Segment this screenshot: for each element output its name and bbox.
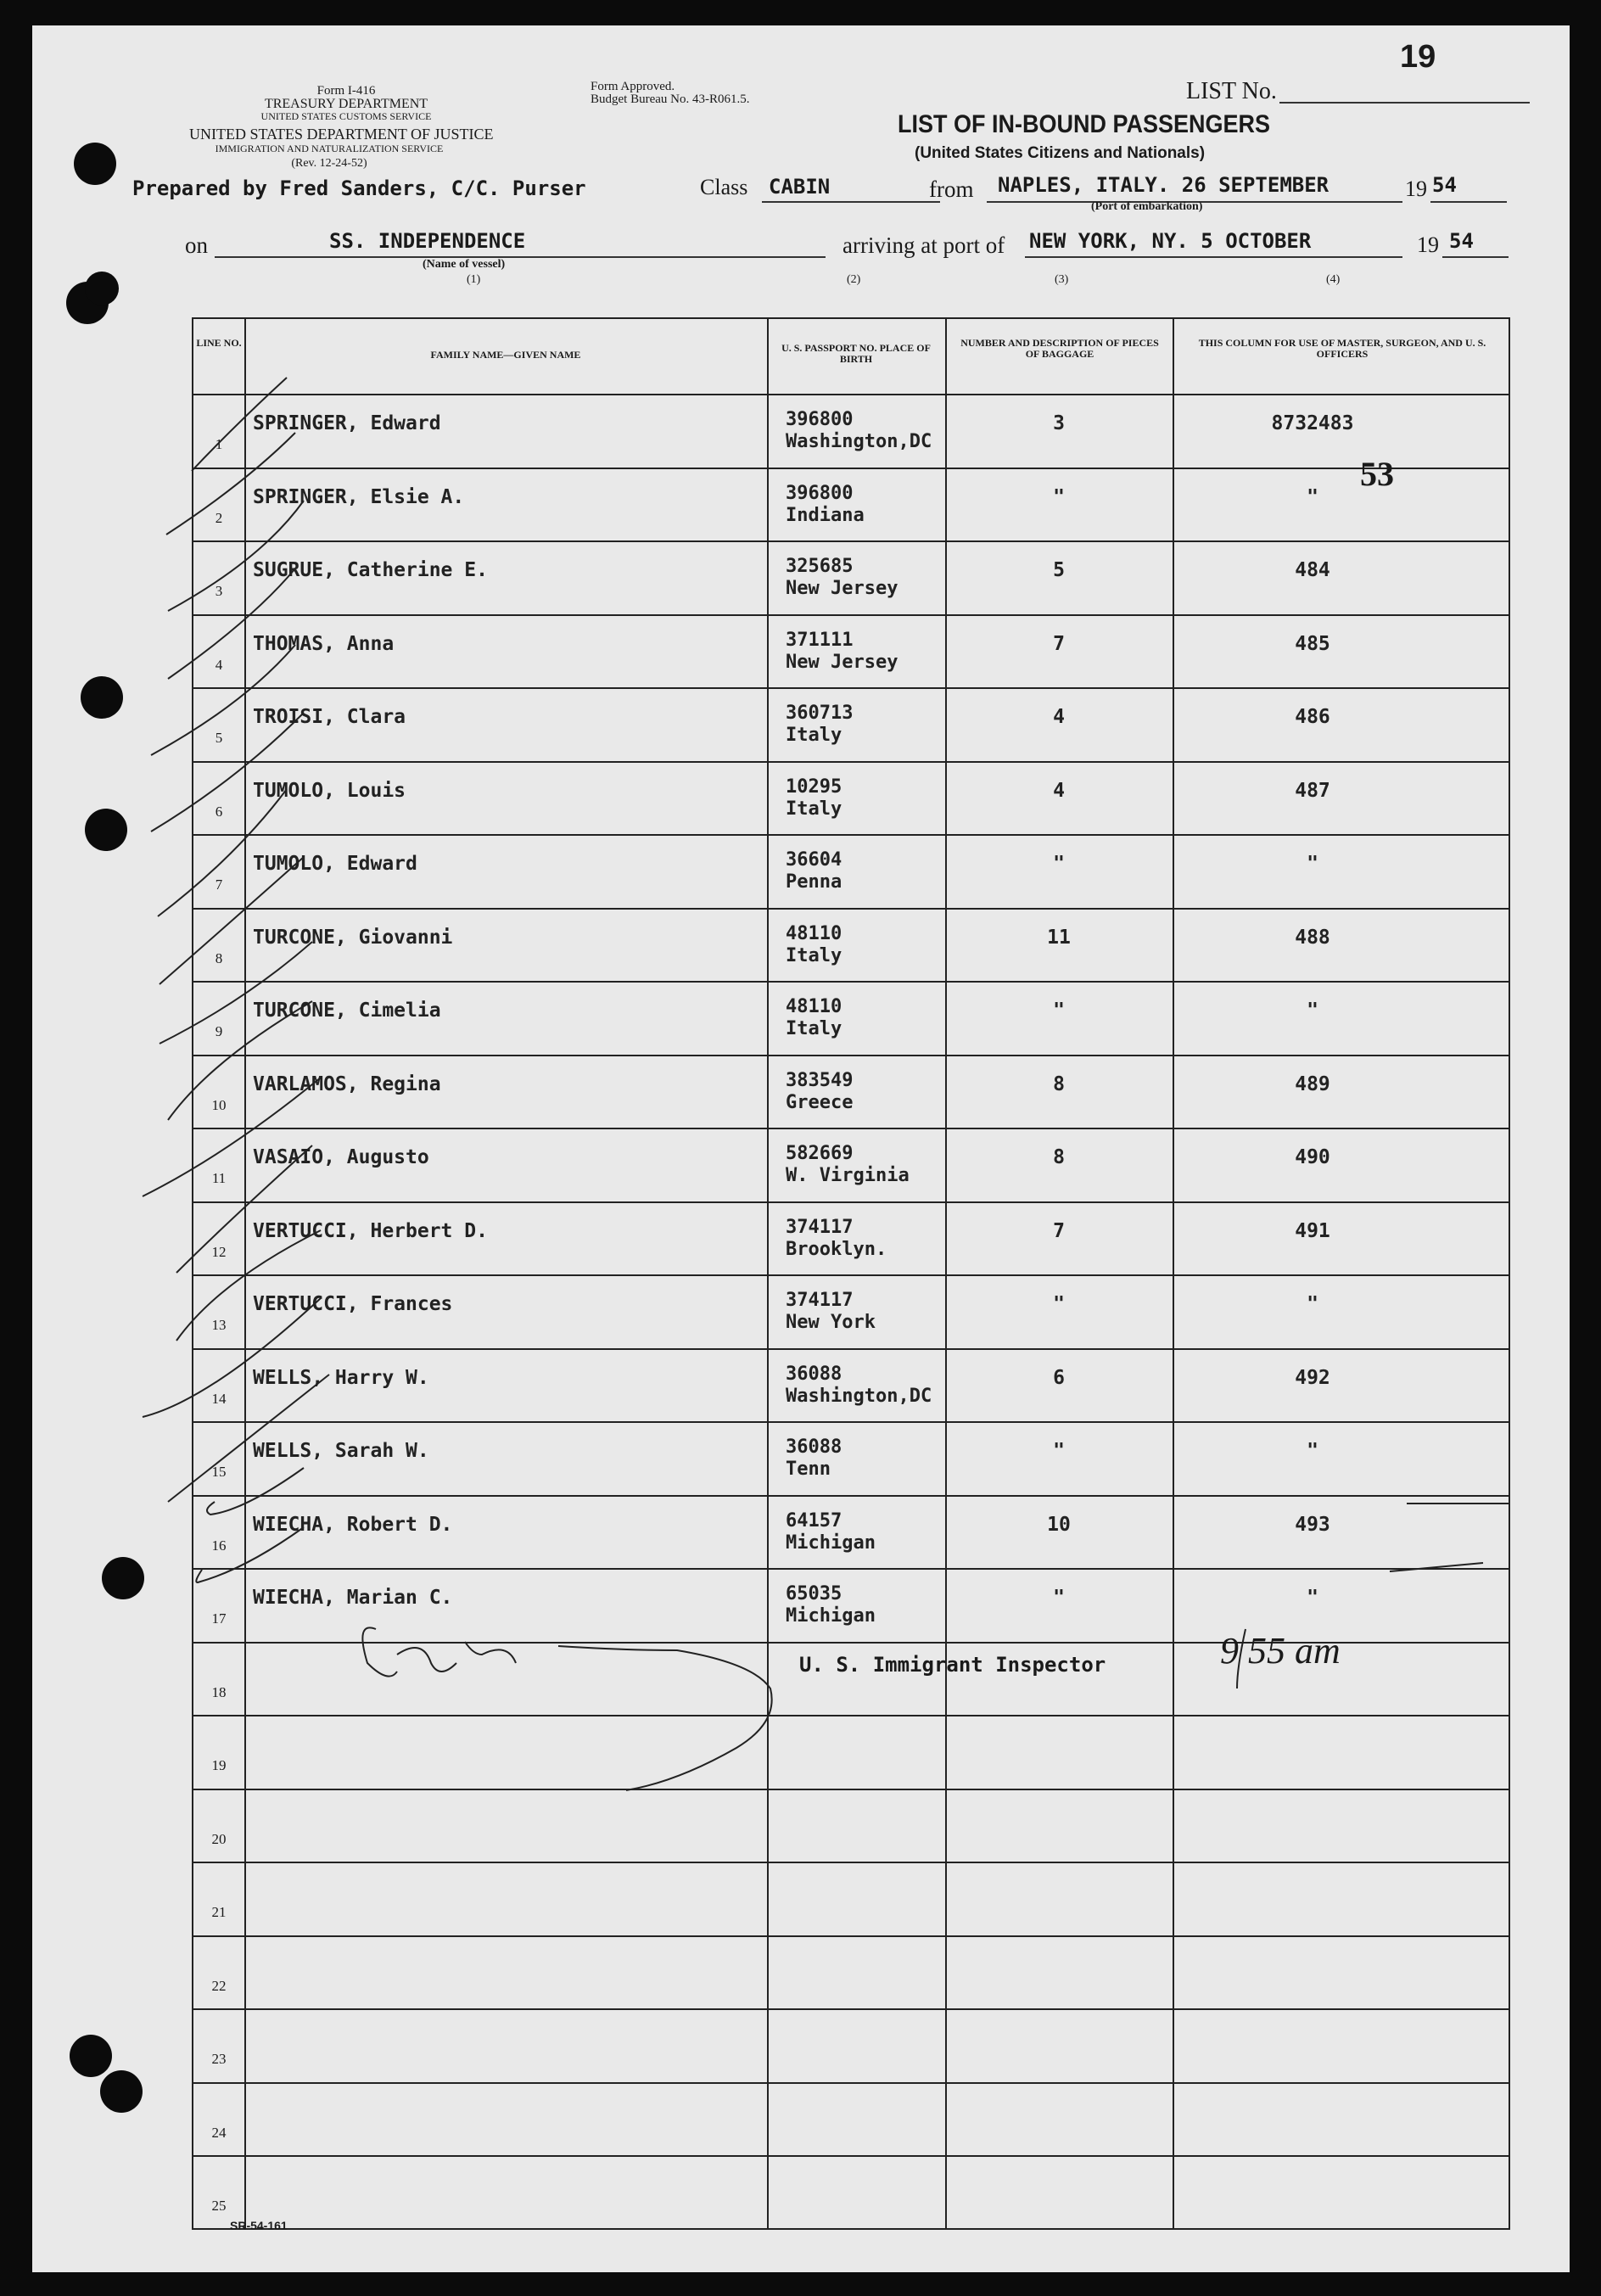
passenger-name: THOMAS, Anna: [253, 632, 395, 655]
prepared-by: Prepared by Fred Sanders, C/C. Purser: [132, 176, 586, 200]
row-line-number: 10: [211, 1096, 227, 1113]
from-value: NAPLES, ITALY. 26 SEPTEMBER: [998, 173, 1330, 197]
place-of-birth: Italy: [786, 944, 842, 966]
baggage-count: ": [1053, 1587, 1065, 1609]
passenger-name: TUMOLO, Louis: [253, 779, 406, 802]
passenger-name: TROISI, Clara: [253, 706, 406, 728]
baggage-count: 4: [1053, 779, 1065, 802]
list-no-label: LIST No.: [1186, 78, 1277, 104]
passenger-name: VERTUCCI, Frances: [253, 1293, 453, 1315]
place-of-birth: Michigan: [786, 1532, 876, 1554]
officer-column-value: ": [1307, 485, 1318, 508]
passport-number: 360713: [786, 703, 854, 724]
approved-text: Form Approved.: [591, 80, 675, 93]
baggage-count: 5: [1053, 559, 1065, 581]
footer-code: SR-54-161: [230, 2219, 288, 2232]
baggage-count: 7: [1053, 632, 1065, 655]
row-line-number: 4: [215, 656, 223, 673]
punch-hole: [100, 2070, 143, 2113]
arr-year-prefix: 19: [1417, 232, 1439, 257]
place-of-birth: Indiana: [786, 504, 865, 526]
passenger-name: TURCONE, Cimelia: [253, 1000, 441, 1022]
page-number: 19: [1400, 39, 1436, 75]
passenger-name: WIECHA, Marian C.: [253, 1587, 453, 1609]
on-label: on: [185, 232, 208, 258]
time-note: 9 55 am: [1220, 1630, 1341, 1672]
row-line-number: 14: [211, 1390, 227, 1407]
vessel-name: SS. INDEPENDENCE: [329, 229, 526, 253]
justice-dept: UNITED STATES DEPARTMENT OF JUSTICE: [189, 126, 494, 143]
passport-number: 10295: [786, 776, 842, 798]
document-page: [32, 25, 1570, 2272]
budget-bureau: Budget Bureau No. 43-R061.5.: [591, 92, 750, 106]
baggage-count: 4: [1053, 706, 1065, 728]
officer-column-value: 493: [1295, 1513, 1330, 1536]
officer-column-value: 484: [1295, 559, 1330, 581]
passenger-name: TUMOLO, Edward: [253, 853, 417, 875]
class-value: CABIN: [769, 175, 831, 199]
passport-number: 383549: [786, 1069, 854, 1091]
passenger-name: SPRINGER, Edward: [253, 412, 441, 434]
officer-column-value: 491: [1295, 1219, 1330, 1242]
passport-number: 396800: [786, 482, 854, 504]
row-line-number: 19: [211, 1757, 227, 1773]
row-line-number: 7: [215, 876, 223, 893]
place-of-birth: Greece: [786, 1091, 854, 1113]
baggage-count: 6: [1053, 1366, 1065, 1389]
handwritten-53: 53: [1360, 455, 1394, 493]
officer-column-value: 488: [1295, 926, 1330, 949]
baggage-count: 11: [1047, 926, 1071, 949]
officer-column-value: 485: [1295, 632, 1330, 655]
from-year-prefix: 19: [1405, 176, 1427, 201]
document-title: LIST OF IN-BOUND PASSENGERS: [898, 110, 1271, 138]
passenger-name: VARLAMOS, Regina: [253, 1072, 441, 1095]
place-of-birth: Italy: [786, 725, 842, 746]
officer-column-value: ": [1307, 1587, 1318, 1609]
baggage-count: ": [1053, 1440, 1065, 1462]
passport-number: 374117: [786, 1290, 854, 1311]
officer-column-value: ": [1307, 1440, 1318, 1462]
place-of-birth: Penna: [786, 871, 842, 893]
officer-column-value: ": [1307, 1000, 1318, 1022]
form-number: Form I-416: [316, 84, 376, 98]
row-line-number: 3: [215, 583, 223, 599]
passport-number: 371111: [786, 629, 854, 651]
place-of-birth: W. Virginia: [786, 1165, 910, 1186]
row-line-number: 15: [211, 1464, 227, 1480]
officer-column-value: 8732483: [1271, 412, 1354, 434]
row-line-number: 16: [211, 1537, 227, 1554]
passport-number: 325685: [786, 556, 854, 577]
officer-column-value: 486: [1295, 706, 1330, 728]
baggage-count: ": [1053, 485, 1065, 508]
place-of-birth: New Jersey: [786, 651, 898, 673]
document-subtitle: (United States Citizens and Nationals): [915, 144, 1206, 162]
passport-number: 396800: [786, 409, 854, 430]
passenger-name: WIECHA, Robert D.: [253, 1513, 453, 1536]
passenger-name: SPRINGER, Elsie A.: [253, 485, 465, 508]
row-line-number: 23: [211, 2051, 227, 2067]
place-of-birth: Italy: [786, 798, 842, 820]
passport-number: 64157: [786, 1509, 842, 1532]
passport-number: 48110: [786, 922, 842, 944]
passenger-name: VERTUCCI, Herbert D.: [253, 1219, 488, 1242]
customs-service: UNITED STATES CUSTOMS SERVICE: [260, 110, 432, 122]
from-year-suffix: 54: [1432, 173, 1457, 197]
row-line-number: 25: [211, 2198, 227, 2214]
passenger-name: VASAIO, Augusto: [253, 1146, 429, 1168]
passenger-name: TURCONE, Giovanni: [253, 926, 453, 949]
officer-column-value: ": [1307, 1293, 1318, 1315]
baggage-count: ": [1053, 853, 1065, 875]
row-line-number: 2: [215, 509, 223, 526]
handwritten-check-marks: [32, 25, 1570, 2272]
arriving-label: arriving at port of: [842, 232, 1005, 258]
class-label: Class: [700, 175, 748, 199]
col-number-3: (3): [1055, 273, 1069, 286]
row-line-number: 21: [211, 1904, 227, 1920]
passenger-name: SUGRUE, Catherine E.: [253, 559, 488, 581]
passenger-name: WELLS, Sarah W.: [253, 1440, 429, 1462]
place-of-birth: Brooklyn.: [786, 1238, 887, 1260]
header-baggage: NUMBER AND DESCRIPTION OF PIECES OF BAGGAGE: [960, 337, 1159, 360]
row-line-number: 1: [215, 436, 223, 452]
port-embarkation-label: (Port of embarkation): [1091, 200, 1203, 213]
row-line-number: 5: [215, 730, 223, 746]
vessel-col-number: (1): [467, 273, 481, 286]
officer-column-value: 492: [1295, 1366, 1330, 1389]
baggage-count: 7: [1053, 1219, 1065, 1242]
treasury-dept: TREASURY DEPARTMENT: [264, 97, 428, 111]
officer-column-value: ": [1307, 853, 1318, 875]
punch-hole: [81, 676, 123, 719]
arr-year-suffix: 54: [1449, 229, 1474, 253]
row-line-number: 22: [211, 1977, 227, 1994]
row-line-number: 9: [215, 1023, 223, 1039]
punch-hole: [85, 809, 127, 851]
officer-column-value: 490: [1295, 1146, 1330, 1168]
place-of-birth: Tenn: [786, 1459, 831, 1480]
punch-hole: [85, 272, 119, 305]
passport-number: 48110: [786, 996, 842, 1017]
punch-hole: [102, 1557, 144, 1599]
row-line-number: 24: [211, 2124, 227, 2141]
row-line-number: 8: [215, 949, 223, 966]
row-line-number: 13: [211, 1317, 227, 1333]
place-of-birth: New Jersey: [786, 578, 898, 599]
place-of-birth: New York: [786, 1312, 876, 1333]
officer-column-value: 487: [1295, 779, 1330, 802]
passport-number: 374117: [786, 1216, 854, 1238]
revision-date: (Rev. 12-24-52): [291, 157, 367, 170]
naturalization-service: IMMIGRATION AND NATURALIZATION SERVICE: [215, 143, 444, 154]
row-line-number: 11: [211, 1170, 227, 1186]
vessel-label: (Name of vessel): [423, 258, 506, 271]
passport-number: 36088: [786, 1363, 842, 1385]
baggage-count: 3: [1053, 412, 1065, 434]
row-line-number: 17: [211, 1610, 227, 1627]
baggage-count: ": [1053, 1293, 1065, 1315]
passport-number: 65035: [786, 1583, 842, 1604]
punch-hole: [74, 143, 116, 185]
row-line-number: 18: [211, 1683, 227, 1700]
inspector-label: U. S. Immigrant Inspector: [799, 1653, 1106, 1677]
baggage-count: 8: [1053, 1146, 1065, 1168]
place-of-birth: Michigan: [786, 1605, 876, 1627]
header-passport: U. S. PASSPORT NO. PLACE OF BIRTH: [781, 342, 931, 365]
baggage-count: ": [1053, 1000, 1065, 1022]
officer-column-value: 489: [1295, 1072, 1330, 1095]
passport-number: 36088: [786, 1436, 842, 1458]
punch-hole: [70, 2035, 112, 2077]
from-label: from: [929, 176, 974, 202]
row-line-number: 6: [215, 803, 223, 820]
header-line-no: LINE NO.: [196, 337, 242, 349]
col-number-2: (2): [847, 273, 861, 286]
passport-number: 582669: [786, 1143, 854, 1164]
header-name: FAMILY NAME—GIVEN NAME: [430, 349, 581, 361]
passenger-name: WELLS, Harry W.: [253, 1366, 429, 1389]
col-number-4: (4): [1326, 273, 1341, 286]
header-officers: THIS COLUMN FOR USE OF MASTER, SURGEON, AND U. S. OFFICERS: [1198, 337, 1486, 360]
place-of-birth: Washington,DC: [786, 1385, 932, 1407]
place-of-birth: Washington,DC: [786, 431, 932, 452]
baggage-count: 8: [1053, 1072, 1065, 1095]
baggage-count: 10: [1047, 1513, 1071, 1536]
arriving-value: NEW YORK, NY. 5 OCTOBER: [1029, 229, 1312, 253]
row-line-number: 20: [211, 1830, 227, 1847]
passport-number: 36604: [786, 849, 842, 871]
row-line-number: 12: [211, 1243, 227, 1260]
place-of-birth: Italy: [786, 1018, 842, 1039]
